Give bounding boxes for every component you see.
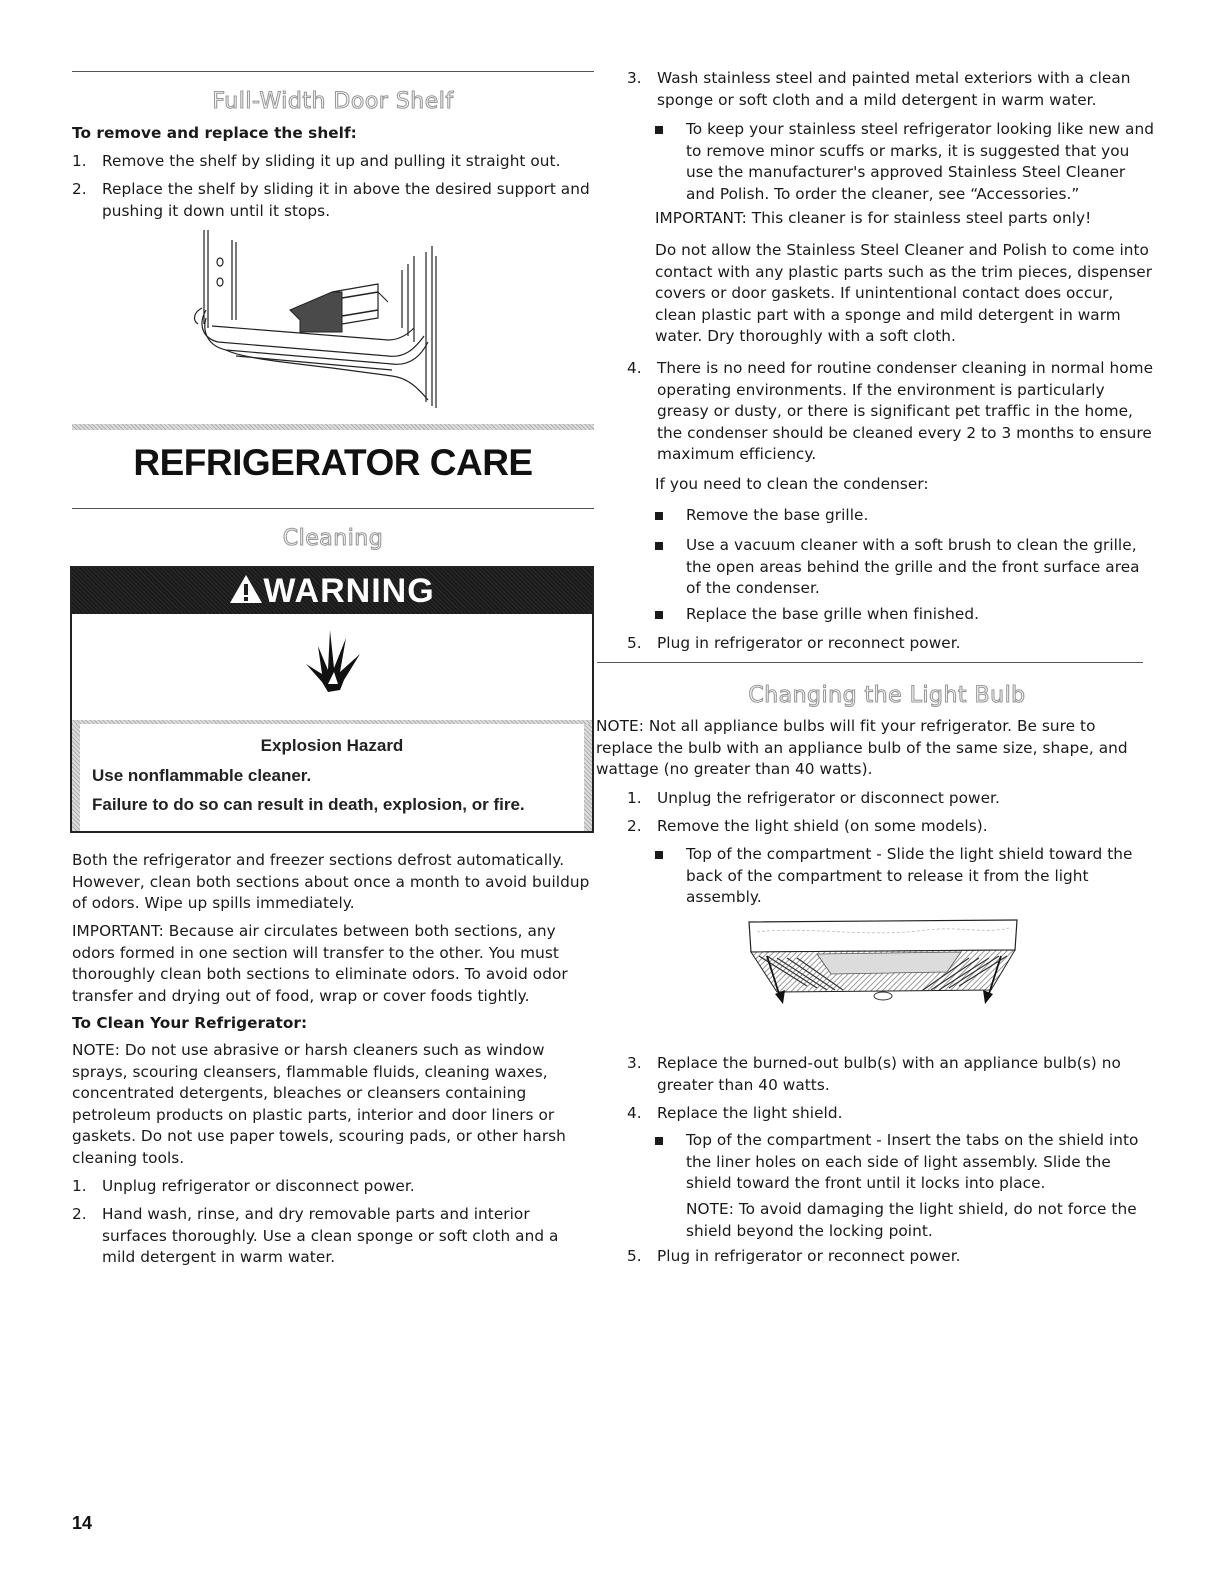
stainless-important — [655, 208, 1157, 230]
warning-banner — [72, 568, 592, 614]
note-text: Not all appliance bulbs will fit your refrigerator. Be sure to replace the bulb with an appliance bulb of the same size, shape, and wattage (no greater than 40 watts). — [596, 717, 1128, 778]
step-number: 3. — [627, 1054, 642, 1072]
important-paragraph — [72, 921, 594, 1007]
bulb-step-4 — [627, 1103, 1157, 1125]
warning-box — [70, 566, 594, 833]
hatched-divider — [72, 424, 594, 430]
bullet-text: Use a vacuum cleaner with a soft brush to clean the grille, the open areas behind the grille and the front surface area of the condenser. — [686, 536, 1140, 597]
door-shelf-heading: Full-Width Door Shelf — [212, 89, 454, 114]
door-shelf-illustration — [192, 228, 482, 410]
stainless-caution: Do not allow the Stainless Steel Cleaner and Polish to come into contact with any plastic parts such as the trim pieces, dispenser covers or door gaskets. If unintentional contact does occur, clean plastic part with a sponge and mild detergent in warm water. Dry thoroughly with a soft cloth. — [655, 241, 1153, 345]
note-label: NOTE: — [686, 1200, 734, 1218]
light-shield-illustration — [747, 916, 1019, 1004]
important-label: IMPORTANT: — [72, 922, 164, 940]
step-text: Replace the shelf by sliding it in above the desired support and pushing it down until it stops. — [102, 180, 590, 220]
clean-step-3 — [627, 68, 1157, 112]
bullet-text: Remove the base grille. — [686, 506, 869, 524]
condenser-bullet-2 — [655, 535, 1157, 601]
bullet-text: Top of the compartment - Slide the light shield toward the back of the compartment to release it from the light assembly. — [686, 845, 1133, 906]
divider — [72, 71, 594, 72]
step-number: 4. — [627, 359, 642, 377]
condenser-bullet-3 — [655, 604, 1157, 626]
clean-step-4 — [627, 358, 1157, 468]
shelf-step-2 — [72, 179, 594, 223]
step-text: Remove the shelf by sliding it up and pulling it straight out. — [102, 152, 561, 170]
divider — [597, 662, 1143, 663]
divider — [72, 508, 594, 509]
step-number: 5. — [627, 634, 642, 652]
hazard-title: Explosion Hazard — [260, 736, 404, 755]
bullet-square-icon — [655, 512, 663, 520]
condenser-bullet-1 — [655, 505, 1157, 527]
clean-step-1 — [72, 1176, 594, 1198]
stainless-bullet — [655, 119, 1157, 207]
light-shield-note — [686, 1199, 1156, 1242]
step-text: Replace the light shield. — [657, 1104, 843, 1122]
defrost-paragraph: Both the refrigerator and freezer sections defrost automatically. However, clean both sections about once a month to avoid buildup of odors. Wipe up spills immediately. — [72, 851, 590, 912]
refrigerator-care-title: REFRIGERATOR CARE — [133, 442, 533, 483]
step-text: Replace the burned-out bulb(s) with an appliance bulb(s) no greater than 40 watts. — [657, 1054, 1121, 1094]
bulb-note — [596, 716, 1141, 781]
condenser-intro: If you need to clean the condenser: — [655, 475, 929, 493]
step-text: Plug in refrigerator or reconnect power. — [657, 634, 961, 652]
bulb-step-3 — [627, 1053, 1157, 1097]
step-number: 1. — [627, 789, 642, 807]
step-number: 3. — [627, 69, 642, 87]
step-number: 1. — [72, 1177, 87, 1195]
bullet-text: Replace the base grille when finished. — [686, 605, 979, 623]
step-text: There is no need for routine condenser cleaning in normal home operating environments. If the environment is particularly greasy or dusty, or there is significant pet traffic in the home, the condenser should be cleaned every 2 to 3 months to ensure maximum efficiency. — [657, 359, 1154, 463]
hazard-line-1: Use nonflammable cleaner. — [92, 766, 312, 785]
step-text: Wash stainless steel and painted metal exteriors with a clean sponge or soft cloth and a mild detergent in warm water. — [657, 69, 1131, 109]
bulb-step-2 — [627, 816, 1157, 838]
explosion-icon — [300, 624, 366, 694]
remove-replace-subheading: To remove and replace the shelf: — [72, 124, 357, 142]
step-number: 2. — [72, 1205, 87, 1223]
step-text: Unplug the refrigerator or disconnect power. — [657, 789, 1000, 807]
light-shield-bullet-2 — [655, 1130, 1157, 1196]
hazard-line-2: Failure to do so can result in death, explosion, or fire. — [92, 795, 525, 814]
important-text: Because air circulates between both sections, any odors formed in one section will transfer to the other. You must thoroughly clean both sections to eliminate odors. To avoid odor transfer and drying out of food, wrap or cover foods tightly. — [72, 922, 568, 1005]
note-label: NOTE: — [72, 1041, 120, 1059]
important-label: IMPORTANT: — [655, 209, 747, 227]
bullet-square-icon — [655, 611, 663, 619]
note-text: To avoid damaging the light shield, do not force the shield beyond the locking point. — [686, 1200, 1137, 1240]
note-text: Do not use abrasive or harsh cleaners such as window sprays, scouring cleansers, flammable fluids, cleaning waxes, concentrated detergents, bleaches or cleansers containing petroleum products on plastic parts, interior and door liners or gaskets. Do not use paper towels, scouring pads, or other harsh cleaning tools. — [72, 1041, 566, 1167]
light-bulb-heading: Changing the Light Bulb — [748, 683, 1026, 708]
step-number: 2. — [627, 817, 642, 835]
cleaner-note — [72, 1040, 594, 1169]
bullet-square-icon — [655, 542, 663, 550]
shelf-step-1 — [72, 151, 594, 173]
warning-word: WARNING — [263, 572, 435, 610]
bullet-text: To keep your stainless steel refrigerator looking like new and to remove minor scuffs or marks, it is suggested that you use the manufacturer's approved Stainless Steel Cleaner and Polish. To order the cleaner, see “Accessories.” — [686, 120, 1154, 203]
bulb-step-5 — [627, 1246, 1157, 1268]
cleaning-heading: Cleaning — [282, 526, 384, 551]
bullet-text: Top of the compartment - Insert the tabs on the shield into the liner holes on each side of light assembly. Slide the shield toward the front until it locks into place. — [686, 1131, 1139, 1192]
clean-step-2 — [72, 1204, 594, 1270]
light-shield-bullet-1 — [655, 844, 1157, 910]
warning-triangle-icon — [229, 574, 263, 604]
warning-hatch-divider — [72, 720, 592, 724]
bullet-square-icon — [655, 1137, 663, 1145]
step-number: 4. — [627, 1104, 642, 1122]
step-number: 1. — [72, 152, 87, 170]
clean-step-5 — [627, 633, 1157, 655]
step-number: 2. — [72, 180, 87, 198]
page-number: 14 — [72, 1513, 93, 1533]
step-text: Plug in refrigerator or reconnect power. — [657, 1247, 961, 1265]
clean-refrigerator-subheading: To Clean Your Refrigerator: — [72, 1014, 308, 1032]
step-number: 5. — [627, 1247, 642, 1265]
important-text: This cleaner is for stainless steel parts only! — [751, 209, 1092, 227]
step-text: Hand wash, rinse, and dry removable parts and interior surfaces thoroughly. Use a clean sponge or soft cloth and a mild detergent in warm water. — [102, 1205, 559, 1266]
step-text: Unplug refrigerator or disconnect power. — [102, 1177, 415, 1195]
note-label: NOTE: — [596, 717, 644, 735]
step-text: Remove the light shield (on some models). — [657, 817, 988, 835]
bullet-square-icon — [655, 851, 663, 859]
bulb-step-1 — [627, 788, 1157, 810]
warning-banner-content — [72, 572, 592, 610]
bullet-square-icon — [655, 126, 663, 134]
